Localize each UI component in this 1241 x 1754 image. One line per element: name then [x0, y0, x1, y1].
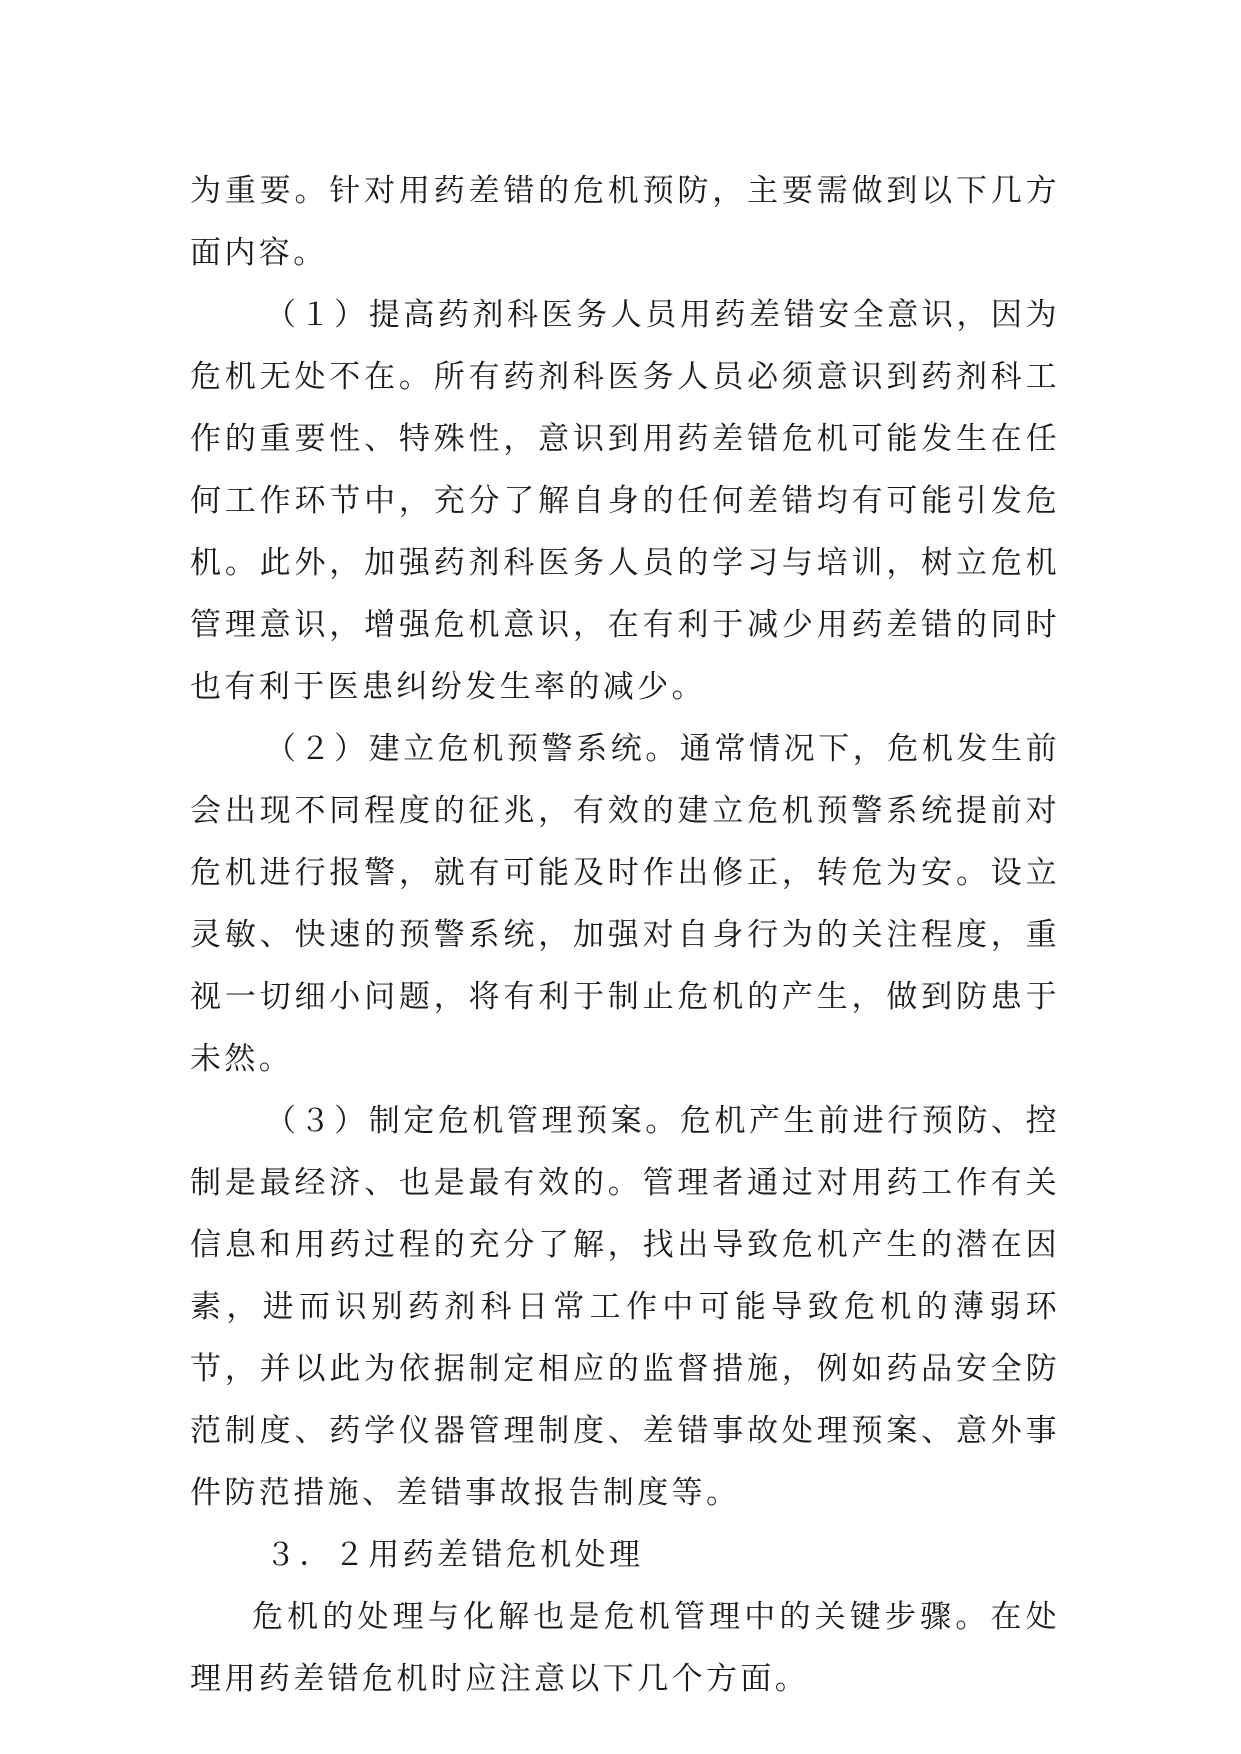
paragraph-item-3: （３）制定危机管理预案。危机产生前进行预防、控制是最经济、也是最有效的。管理者通过对用药工作有关信息和用药过程的充分了解，找出导致危机产生的潜在因素，进而识别药剂科日常工作中可能导致危机的薄弱环节，并以此为依据制定相应的监督措施，例如药品安全防范制度、药学仪器管理制度、差错事故处理预案、意外事件防范措施、差错事故报告制度等。 [190, 1103, 1060, 1511]
paragraph-item-1: （１）提高药剂科医务人员用药差错安全意识，因为危机无处不在。所有药剂科医务人员必须意识到药剂科工作的重要性、特殊性，意识到用药差错危机可能发生在任何工作环节中，充分了解自身的任何差错均有可能引发危机。此外，加强药剂科医务人员的学习与培训，树立危机管理意识，增强危机意识，在有利于减少用药差错的同时也有利于医患纠纷发生率的减少。 [190, 297, 1060, 705]
paragraph-item-2: （２）建立危机预警系统。通常情况下，危机发生前会出现不同程度的征兆，有效的建立危机预警系统提前对危机进行报警，就有可能及时作出修正，转危为安。设立灵敏、快速的预警系统，加强对自身行为的关注程度，重视一切细小问题，将有利于制止危机的产生，做到防患于未然。 [190, 731, 1060, 1077]
section-heading: ３．２用药差错危机处理 [265, 1537, 644, 1573]
document-body [190, 160, 1060, 1710]
paragraph-continuation: 为重要。针对用药差错的危机预防，主要需做到以下几方面内容。 [190, 173, 1060, 271]
paragraph-crisis-handling: 危机的处理与化解也是危机管理中的关键步骤。在处理用药差错危机时应注意以下几个方面。 [190, 1599, 1060, 1697]
